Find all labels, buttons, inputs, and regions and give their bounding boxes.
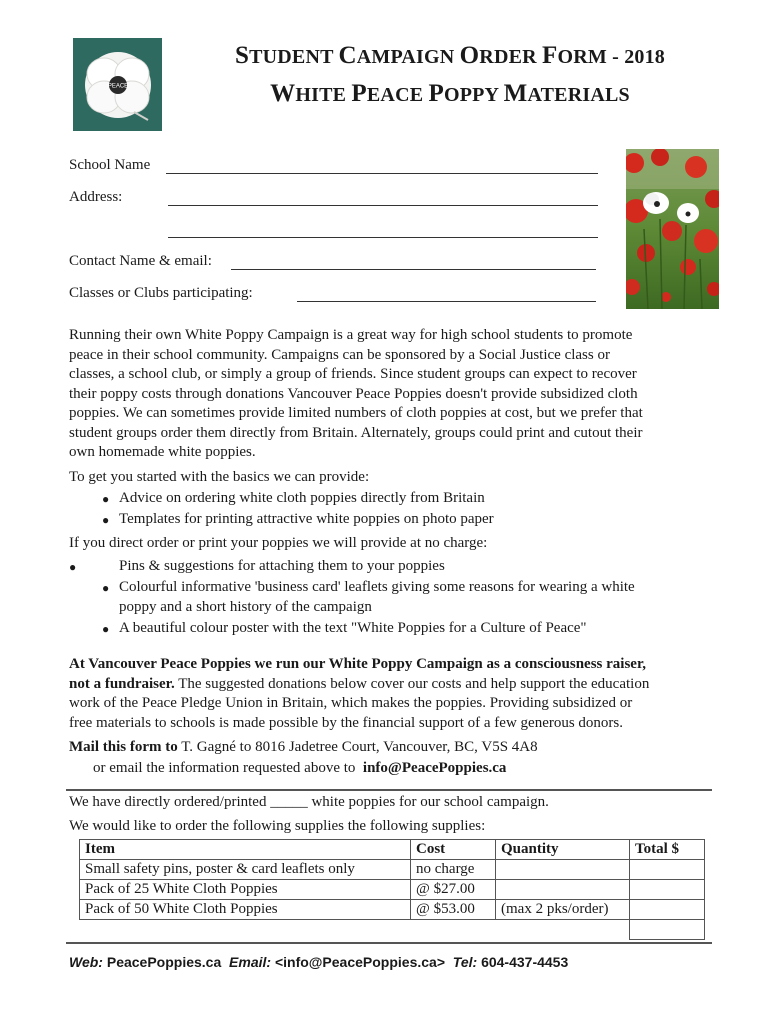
contact-label: Contact Name & email: <box>69 253 212 269</box>
classes-label: Classes or Clubs participating: <box>69 285 253 301</box>
table-header-row <box>80 840 705 860</box>
school-name-label: School Name <box>69 157 151 173</box>
ordered-line: We have directly ordered/printed _____ white poppies for our school campaign. <box>69 794 549 810</box>
cost-cell: no charge <box>411 860 496 880</box>
school-name-field[interactable] <box>166 173 598 174</box>
list-item: Pins & suggestions for attaching them to your poppies <box>119 558 445 574</box>
raiser-paragraph: At Vancouver Peace Poppies we run our White Poppy Campaign as a consciousness raiser, not a fundraiser. The suggested donations below cover our costs and help support the education work of the Peace Pledge Union in Britain, which makes the poppies. Providing subsidized or free materials to schools is made possible by the financial support of a few generous donors. <box>69 656 650 731</box>
email-line: or email the information requested above to info@PeacePoppies.ca <box>93 760 507 776</box>
table-row-grand-total <box>80 920 705 940</box>
empty-cell <box>411 920 496 940</box>
order-table <box>79 839 705 940</box>
address-field-line2[interactable] <box>168 237 598 238</box>
table-row <box>80 860 705 880</box>
empty-cell <box>80 920 411 940</box>
bullet-icon: ● <box>69 560 77 574</box>
address-label: Address: <box>69 189 123 205</box>
footer: Web: PeacePoppies.ca Email: <info@PeacePoppies.ca> Tel: 604-437-4453 <box>69 954 569 970</box>
address-field-line1[interactable] <box>168 205 598 206</box>
no-charge-lead: If you direct order or print your poppies we will provide at no charge: <box>69 535 488 551</box>
bullet-icon: ● <box>102 622 110 636</box>
bullet-icon: ● <box>102 581 110 595</box>
poppy-field-photo <box>626 149 719 309</box>
total-cell[interactable] <box>630 860 705 880</box>
table-row <box>80 880 705 900</box>
footer-web-link[interactable]: PeacePoppies.ca <box>106 954 222 970</box>
white-poppy-icon <box>82 48 154 122</box>
table-row <box>80 900 705 920</box>
quantity-cell[interactable] <box>496 860 630 880</box>
list-item-continued: poppy and a short history of the campaign <box>119 599 372 615</box>
empty-cell <box>496 920 630 940</box>
header-quantity: Quantity <box>496 840 630 860</box>
basics-lead: To get you started with the basics we can provide: <box>69 469 370 485</box>
intro-paragraph: Running their own White Poppy Campaign is a great way for high school students to promote peace in their school community. Campaigns can be sponsored by a Social Justice class or classes, a school club, or simply a group of friends. Since student groups can expect to recover their poppy costs through donations Vancouver Peace Poppies doesn't provide subsidized cloth poppies. We can sometimes provide limited numbers of cloth poppies at cost, but we prefer that student groups order them directly from Britain. Alternately, groups could print and cutout their own homemade white poppies. <box>69 327 643 460</box>
header-item: Item <box>80 840 411 860</box>
classes-field[interactable] <box>297 301 596 302</box>
quantity-cell[interactable]: (max 2 pks/order) <box>496 900 630 920</box>
header-cost: Cost <box>411 840 496 860</box>
white-poppy-logo <box>73 38 162 131</box>
bullet-icon: ● <box>102 513 110 527</box>
svg-text:PEACE: PEACE <box>107 83 128 89</box>
list-item: Templates for printing attractive white poppies on photo paper <box>119 511 494 527</box>
list-item: Advice on ordering white cloth poppies directly from Britain <box>119 490 485 506</box>
bullet-icon: ● <box>102 492 110 506</box>
page-title-line1: STUDENT CAMPAIGN ORDER FORM - 2018 <box>234 42 665 69</box>
item-cell: Pack of 50 White Cloth Poppies <box>80 900 411 920</box>
footer-divider <box>66 942 712 944</box>
page-title-line2: WHITE PEACE POPPY MATERIALS <box>270 80 630 107</box>
contact-email[interactable]: info@PeacePoppies.ca <box>362 760 507 776</box>
contact-field[interactable] <box>231 269 596 270</box>
item-cell: Small safety pins, poster & card leaflets only <box>80 860 411 880</box>
footer-tel: 604-437-4453 <box>481 954 569 970</box>
total-cell[interactable] <box>630 900 705 920</box>
grand-total-cell[interactable] <box>630 920 705 940</box>
cost-cell: @ $53.00 <box>411 900 496 920</box>
section-divider <box>66 789 712 791</box>
list-item: Colourful informative 'business card' leaflets giving some reasons for wearing a white <box>119 579 635 595</box>
header-total: Total $ <box>630 840 705 860</box>
list-item: A beautiful colour poster with the text "White Poppies for a Culture of Peace" <box>119 620 587 636</box>
mail-line: Mail this form to T. Gagné to 8016 Jadetree Court, Vancouver, BC, V5S 4A8 <box>69 739 538 755</box>
item-cell: Pack of 25 White Cloth Poppies <box>80 880 411 900</box>
cost-cell: @ $27.00 <box>411 880 496 900</box>
order-intro: We would like to order the following supplies the following supplies: <box>69 818 486 834</box>
total-cell[interactable] <box>630 880 705 900</box>
quantity-cell[interactable] <box>496 880 630 900</box>
footer-email-link[interactable]: <info@PeacePoppies.ca> <box>274 954 446 970</box>
